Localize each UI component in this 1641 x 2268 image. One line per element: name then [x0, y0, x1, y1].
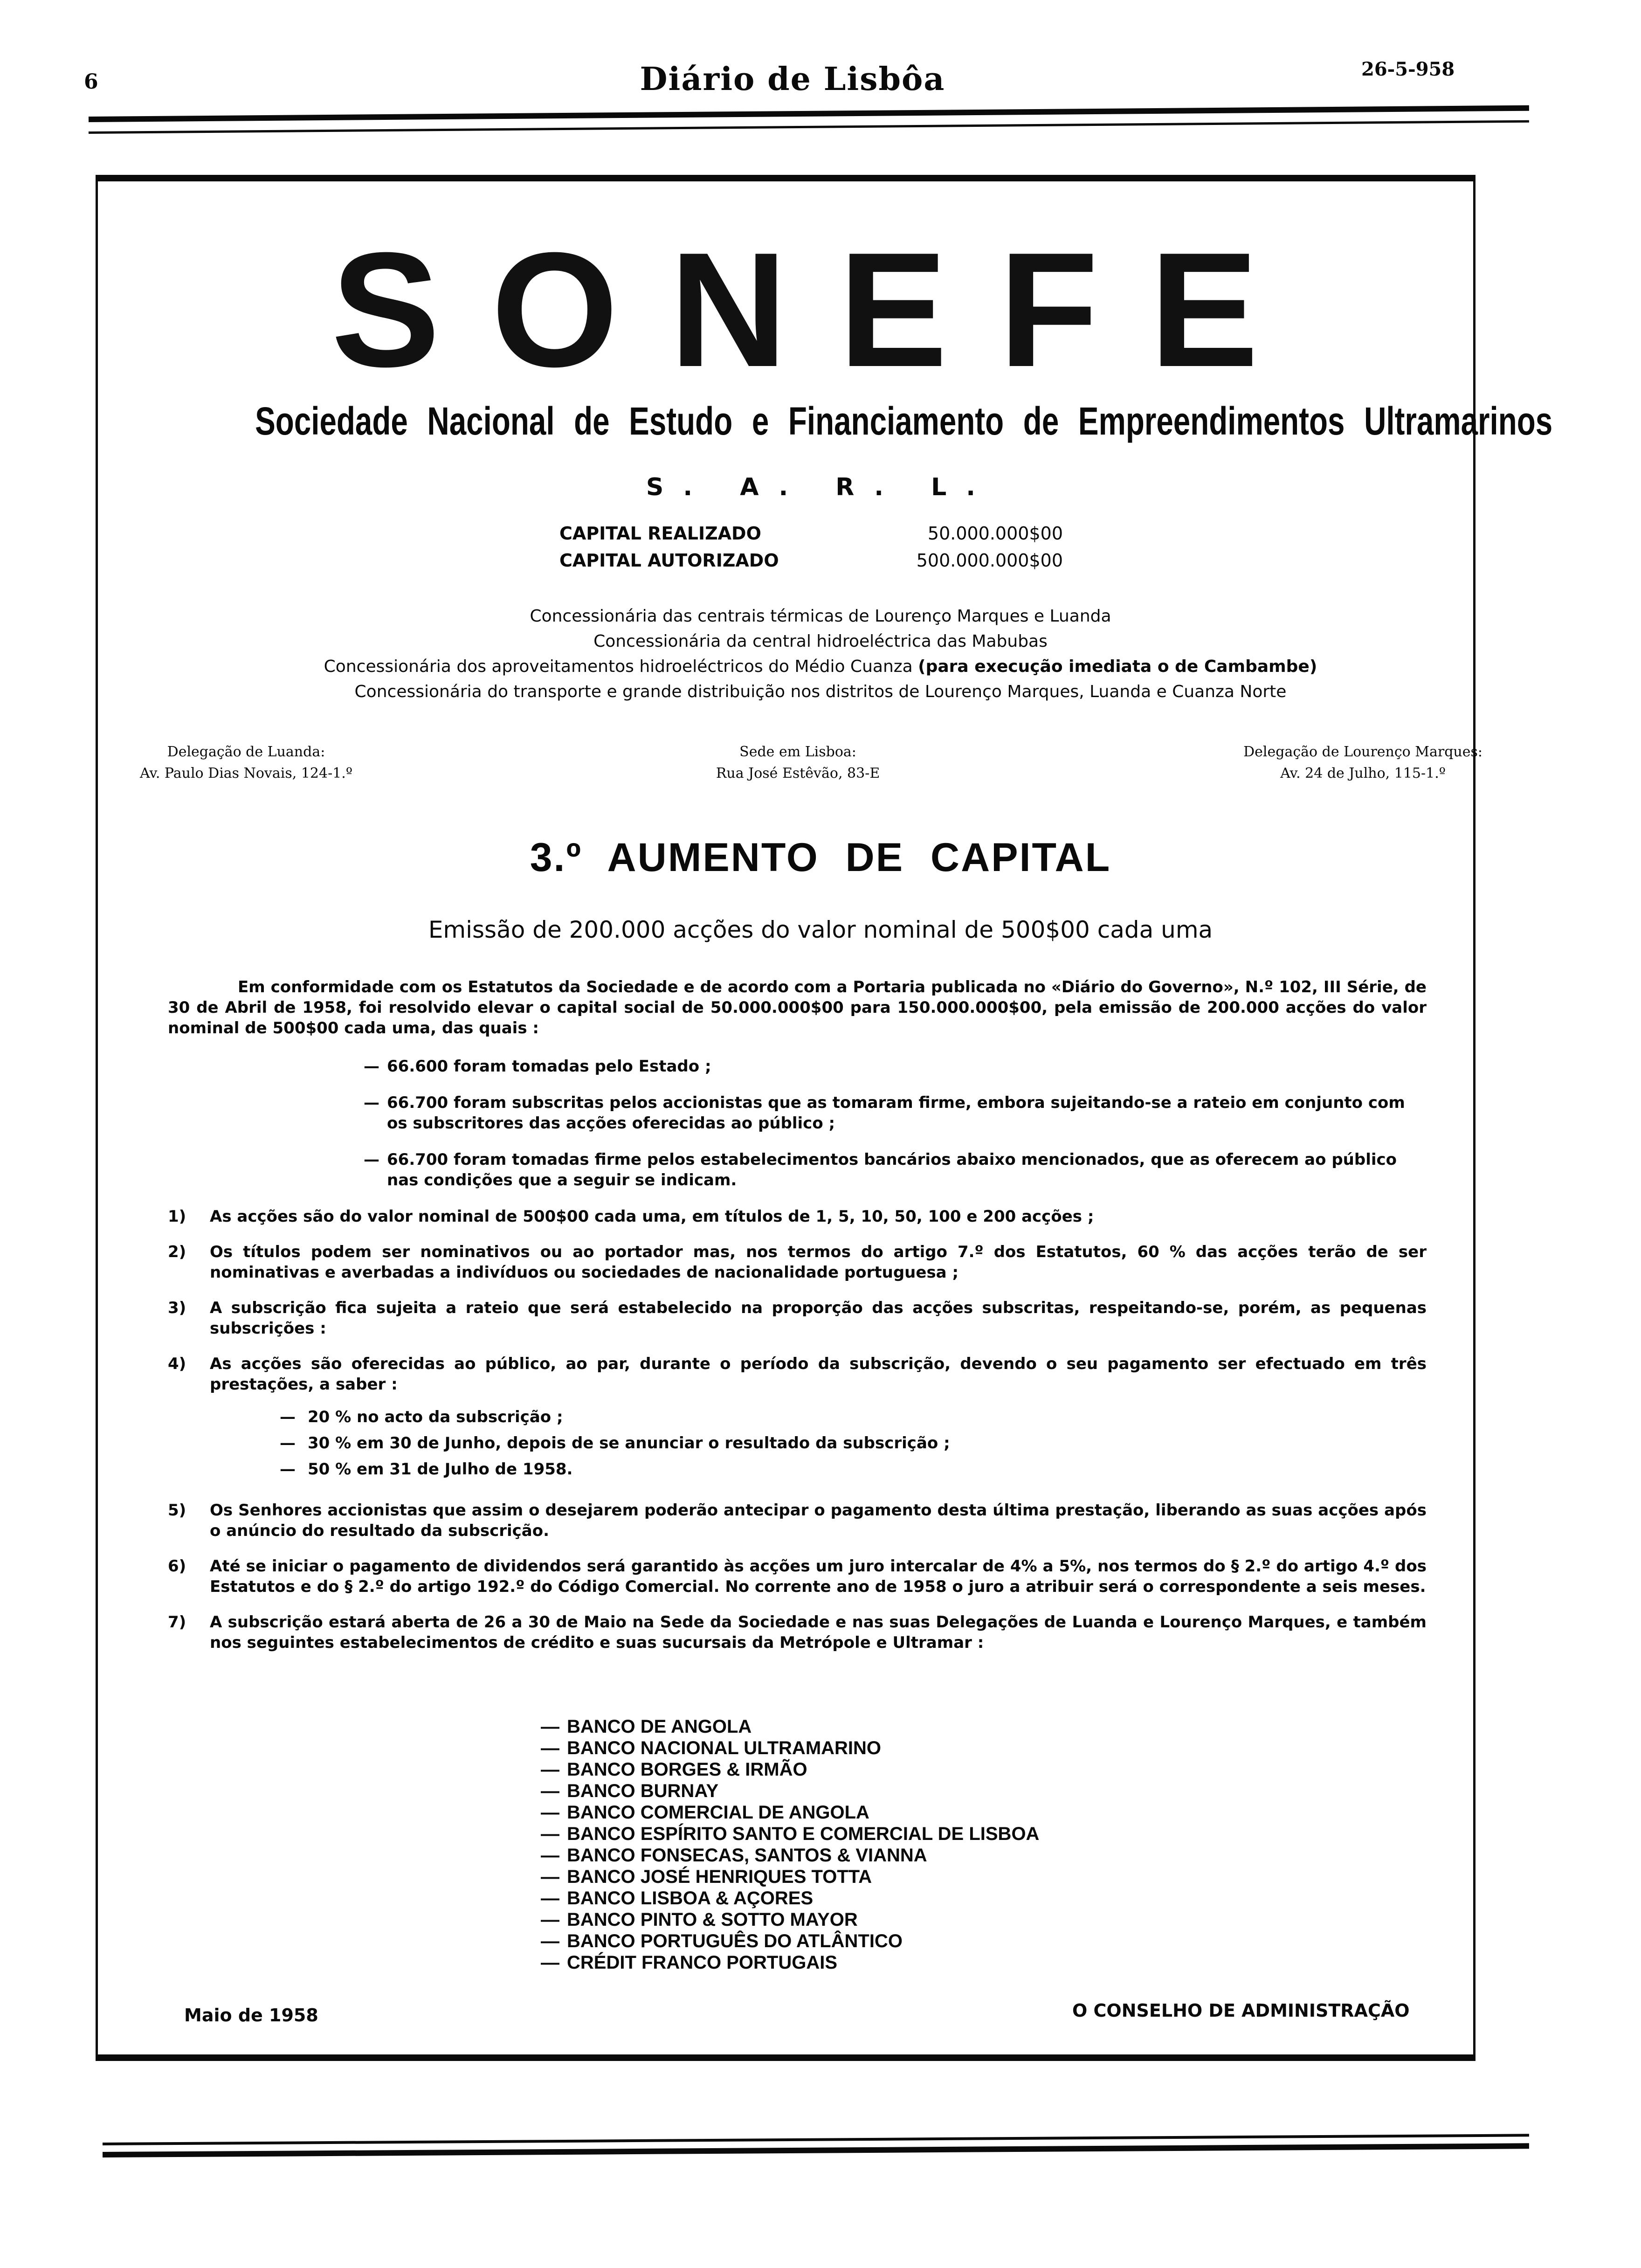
capital-label: CAPITAL REALIZADO — [559, 523, 761, 544]
installment-item: — 30 % em 30 de Junho, depois de se anunciar o resultado da subscrição ; — [280, 1433, 1427, 1453]
bank-item: — BANCO COMERCIAL DE ANGOLA — [541, 1802, 1039, 1823]
header-rule-thick — [89, 105, 1529, 122]
concession-line — [96, 629, 1545, 654]
company-full-name: Sociedade Nacional de Estudo e Financiamento de Empreendimentos Ultramarinos — [255, 399, 1553, 443]
concession-note: (para execução imediata o de Cambambe) — [918, 657, 1317, 676]
concessions-list — [96, 604, 1545, 705]
installment-item: — 50 % em 31 de Julho de 1958. — [280, 1459, 1427, 1480]
condition-text: As acções são oferecidas ao público, ao par, durante o período da subscrição, devendo o seu pagamento ser efectuado em três prestações, a saber : — [210, 1355, 1427, 1394]
footer-date: Maio de 1958 — [184, 2005, 318, 2026]
conditions-list — [168, 1206, 1427, 1653]
condition-number: 2) — [168, 1243, 186, 1261]
delegation-address: Av. 24 de Julho, 115-1.º — [1280, 765, 1446, 781]
concession-text: Concessionária dos aproveitamentos hidroeléctricos do Médio Cuanza — [324, 657, 918, 676]
allocation-list — [364, 1056, 1427, 1190]
condition-item — [168, 1298, 1427, 1339]
allocation-item: — 66.700 foram subscritas pelos accionistas que as tomaram firme, embora sujeitando-se a rateio em conjunto com os subscritores das acções oferecidas ao público ; — [364, 1093, 1427, 1134]
capital-row-realizado — [559, 520, 1063, 547]
condition-text: Até se iniciar o pagamento de dividendos será garantido às acções um juro intercalar de 4% a 5%, nos termos do § 2.º do artigo 4.º dos Estatutos e do § 2.º do artigo 192.º do Código Comercial. No corrente ano de 1958 o juro a atribuir será o correspondente a seis meses. — [210, 1557, 1427, 1596]
delegation-title: Delegação de Luanda: — [167, 744, 325, 760]
capital-row-autorizado — [559, 547, 1063, 574]
masthead-title: Diário de Lisbôa — [640, 61, 945, 98]
condition-item — [168, 1206, 1427, 1227]
installment-item: — 20 % no acto da subscrição ; — [280, 1407, 1427, 1427]
concession-line — [96, 604, 1545, 629]
headline: 3.º AUMENTO DE CAPITAL — [530, 835, 1111, 880]
delegation-title: Delegação de Lourenço Marques: — [1243, 744, 1482, 760]
bank-item: — BANCO ESPÍRITO SANTO E COMERCIAL DE LISBOA — [541, 1823, 1039, 1845]
ad-body — [168, 977, 1427, 1668]
condition-text: A subscrição fica sujeita a rateio que será estabelecido na proporção das acções subscritas, respeitando-se, porém, as pequenas subscrições : — [210, 1299, 1427, 1338]
condition-item — [168, 1500, 1427, 1541]
bank-item: — BANCO NACIONAL ULTRAMARINO — [541, 1737, 1039, 1759]
concession-text: Concessionária das centrais térmicas de Lourenço Marques e Luanda — [530, 607, 1111, 626]
bank-item: — BANCO PORTUGUÊS DO ATLÂNTICO — [541, 1930, 1039, 1952]
delegation-address: Av. Paulo Dias Novais, 124-1.º — [140, 765, 352, 781]
footer-rule-thin — [103, 2134, 1529, 2145]
capital-label: CAPITAL AUTORIZADO — [559, 550, 779, 571]
delegations — [140, 741, 1482, 784]
bank-item: — BANCO LISBOA & AÇORES — [541, 1888, 1039, 1909]
condition-number: 3) — [168, 1299, 186, 1317]
condition-item — [168, 1556, 1427, 1597]
legal-form: S. A. R. L. — [646, 473, 995, 501]
capital-table — [559, 520, 1063, 574]
condition-number: 1) — [168, 1207, 186, 1226]
condition-text: Os Senhores accionistas que assim o desejarem poderão antecipar o pagamento desta última prestação, liberando as suas acções após o anúncio do resultado da subscrição. — [210, 1501, 1427, 1540]
headquarters-lisboa — [716, 741, 880, 784]
bank-item: — BANCO FONSECAS, SANTOS & VIANNA — [541, 1845, 1039, 1866]
condition-text: Os títulos podem ser nominativos ou ao portador mas, nos termos do artigo 7.º dos Estatutos, 60 % das acções terão de ser nominativas e averbadas a indivíduos ou sociedades de nacionalidade portuguesa ; — [210, 1243, 1427, 1282]
condition-number: 7) — [168, 1613, 186, 1632]
condition-number: 5) — [168, 1501, 186, 1520]
allocation-item: — 66.600 foram tomadas pelo Estado ; — [364, 1056, 1427, 1077]
page-number: 6 — [84, 70, 98, 94]
condition-number: 6) — [168, 1557, 186, 1576]
delegation-address: Rua José Estêvão, 83-E — [716, 765, 880, 781]
condition-text: As acções são do valor nominal de 500$00 cada uma, em títulos de 1, 5, 10, 50, 100 e 200 acções ; — [210, 1207, 1094, 1226]
delegation-title: Sede em Lisboa: — [739, 744, 856, 760]
condition-body — [210, 1354, 1427, 1485]
footer-rule-thick — [103, 2143, 1529, 2157]
signature: O CONSELHO DE ADMINISTRAÇÃO — [1072, 2000, 1410, 2021]
concession-line — [96, 654, 1545, 679]
capital-value: 500.000.000$00 — [916, 550, 1063, 571]
capital-value: 50.000.000$00 — [927, 523, 1063, 544]
condition-item — [168, 1612, 1427, 1653]
bank-item: — CRÉDIT FRANCO PORTUGAIS — [541, 1952, 1039, 1973]
issue-date: 26-5-958 — [1361, 58, 1455, 80]
banks-list — [541, 1716, 1039, 1973]
condition-item — [168, 1354, 1427, 1485]
sonefe-logo: SONEFE — [331, 219, 1310, 401]
concession-text: Concessionária do transporte e grande distribuição nos distritos de Lourenço Marques, Luanda e Cuanza Norte — [354, 682, 1287, 701]
bank-item: — BANCO JOSÉ HENRIQUES TOTTA — [541, 1866, 1039, 1888]
delegation-luanda — [140, 741, 352, 784]
condition-number: 4) — [168, 1355, 186, 1373]
subheadline: Emissão de 200.000 acções do valor nominal de 500$00 cada uma — [428, 916, 1213, 943]
intro-paragraph: Em conformidade com os Estatutos da Sociedade e de acordo com a Portaria publicada no «Diário do Governo», N.º 102, III Série, de 30 de Abril de 1958, foi resolvido elevar o capital social de 50.000.000$00 para 150.000.000$00, pela emissão de 200.000 acções do valor nominal de 500$00 cada uma, das quais : — [168, 978, 1427, 1037]
bank-item: — BANCO DE ANGOLA — [541, 1716, 1039, 1737]
bank-item: — BANCO BORGES & IRMÃO — [541, 1759, 1039, 1780]
bank-item: — BANCO BURNAY — [541, 1780, 1039, 1802]
condition-text: A subscrição estará aberta de 26 a 30 de Maio na Sede da Sociedade e nas suas Delegações de Luanda e Lourenço Marques, e também nos seguintes estabelecimentos de crédito e suas sucursais da Metrópole e Ultramar : — [210, 1613, 1427, 1652]
concession-line — [96, 679, 1545, 705]
bank-item: — BANCO PINTO & SOTTO MAYOR — [541, 1909, 1039, 1930]
delegation-lourenco-marques — [1243, 741, 1482, 784]
installments-list — [280, 1407, 1427, 1480]
header-rule-thin — [89, 120, 1529, 134]
allocation-item: — 66.700 foram tomadas firme pelos estabelecimentos bancários abaixo mencionados, que as oferecem ao público nas condições que a seguir se indicam. — [364, 1149, 1427, 1190]
concession-text: Concessionária da central hidroeléctrica das Mabubas — [593, 632, 1048, 651]
condition-item — [168, 1242, 1427, 1283]
